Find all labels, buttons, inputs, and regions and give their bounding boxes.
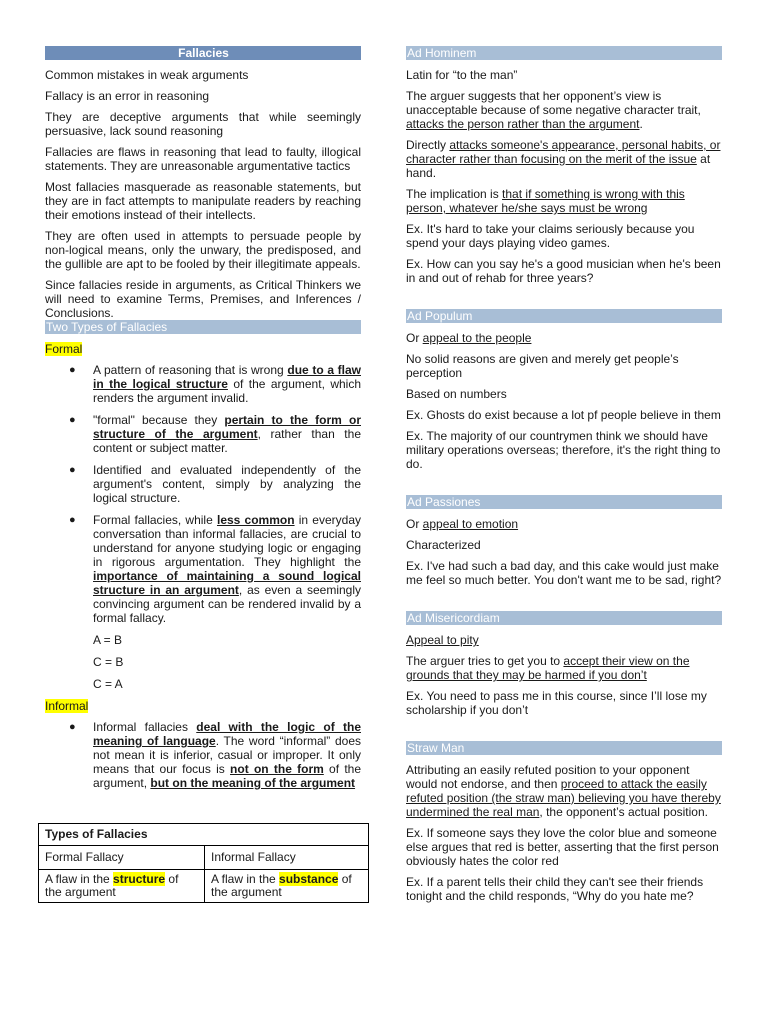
informal-bullet-list (45, 720, 361, 790)
paragraph: The arguer suggests that her opponent’s view is unacceptable because of some negative character trait, attacks the person rather than the argument. (406, 89, 701, 131)
paragraph: Attributing an easily refuted position to your opponent would not endorse, and then proceed to attack the easily refuted position (the straw man) believing you have thereby undermined the real man, the opponent’s actual position. (406, 763, 721, 819)
paragraph: The implication is that if something is wrong with this person, whatever he/she says must be wrong (406, 187, 685, 215)
example: Ex. I've had such a bad day, and this cake would just make me feel so much better. You don't want me to be sad, right? (406, 559, 722, 587)
paragraph: No solid reasons are given and merely get people’s perception (406, 352, 679, 380)
ad-passiones-section-bar: Ad Passiones (406, 495, 722, 509)
list-item: ● Identified and evaluated independently of the argument's content, simply by analyzing the logical structure. (69, 463, 361, 505)
straw-man-section-bar: Straw Man (406, 741, 722, 755)
example: Ex. You need to pass me in this course, since I’ll lose my scholarship if you don’t (406, 689, 707, 717)
bullet-icon: ● (69, 721, 76, 733)
bullet-icon: ● (69, 514, 76, 526)
paragraph: Latin for “to the man” (406, 68, 518, 82)
list-item: ● A pattern of reasoning that is wrong due to a flaw in the logical structure of the argument, which renders the argument invalid. (69, 363, 361, 405)
paragraph: Directly attacks someone's appearance, personal habits, or character rather than focusing on the merit of the issue at hand. (406, 138, 721, 180)
bullet-icon: ● (69, 414, 76, 426)
example: Ex. It's hard to take your claims seriously because you spend your days playing video games. (406, 222, 695, 250)
paragraph: Since fallacies reside in arguments, as Critical Thinkers we will need to examine Terms, Premises, and Inferences / Conclusions. (45, 278, 361, 320)
equation-line: C = A (93, 677, 123, 691)
types-of-fallacies-table (38, 823, 369, 903)
table-cell: A flaw in the structure of the argument (39, 870, 205, 903)
example: Ex. If someone says they love the color blue and someone else argues that red is better, asserting that the first person obviously hates the color red (406, 826, 719, 868)
formal-bullet-list (45, 363, 361, 625)
table-cell: Informal Fallacy (205, 846, 369, 870)
ad-hominem-section-bar: Ad Hominem (406, 46, 722, 60)
left-column (45, 46, 361, 798)
paragraph: Fallacy is an error in reasoning (45, 89, 210, 103)
paragraph: The arguer tries to get you to accept their view on the grounds that they may be harmed if you don’t (406, 654, 690, 682)
right-column (406, 46, 722, 910)
equation-line: A = B (93, 633, 123, 647)
list-item: ● Informal fallacies deal with the logic of the meaning of language. The word “informal” does not mean it is inferior, casual or improper. It only means that our focus is not on the form of the argument, but on the meaning of the argument (69, 720, 362, 790)
paragraph: Or appeal to the people (406, 331, 532, 345)
example: Ex. If a parent tells their child they can't see their friends tonight and the child responds, “Why do you hate me? (406, 875, 704, 903)
example: Ex. How can you say he's a good musician when he's been in and out of rehab for three years? (406, 257, 721, 285)
paragraph: Common mistakes in weak arguments (45, 68, 249, 82)
table-cell: Formal Fallacy (39, 846, 205, 870)
paragraph: Appeal to pity (406, 633, 479, 647)
list-item: ● Formal fallacies, while less common in everyday conversation than informal fallacies, are crucial to understand for anyone studying logic or engaging in rigorous argumentation. They highlight the importance of maintaining a sound logical structure in an argument, as even a seemingly convincing argument can be rendered invalid by a formal fallacy. (69, 513, 362, 625)
informal-label: Informal (45, 699, 89, 713)
formal-label: Formal (45, 342, 83, 356)
equation-line: C = B (93, 655, 124, 669)
fallacies-title-bar: Fallacies (45, 46, 361, 60)
ad-populum-section-bar: Ad Populum (406, 309, 722, 323)
bullet-icon: ● (69, 464, 76, 476)
paragraph: Based on numbers (406, 387, 507, 401)
table-cell: A flaw in the substance of the argument (205, 870, 369, 903)
paragraph: Most fallacies masquerade as reasonable statements, but they are in fact attempts to manipulate readers by reaching their emotions instead of their intellects. (45, 180, 361, 222)
paragraph: Fallacies are flaws in reasoning that lead to faulty, illogical statements. They are unreasonable argumentative tactics (45, 145, 361, 173)
paragraph: They are deceptive arguments that while seemingly persuasive, lack sound reasoning (45, 110, 361, 138)
bullet-icon: ● (69, 364, 76, 376)
table-header: Types of Fallacies (39, 824, 369, 846)
paragraph: Or appeal to emotion (406, 517, 519, 531)
example: Ex. The majority of our countrymen think we should have military operations overseas; therefore, it's the right thing to do. (406, 429, 721, 471)
paragraph: They are often used in attempts to persuade people by non-logical means, only the unwary, the predisposed, and the gullible are apt to be fooled by their illegitimate appeals. (45, 229, 361, 271)
two-types-section-bar: Two Types of Fallacies (45, 320, 361, 334)
paragraph: Characterized (406, 538, 481, 552)
ad-misericordiam-section-bar: Ad Misericordiam (406, 611, 722, 625)
example: Ex. Ghosts do exist because a lot pf people believe in them (406, 408, 721, 422)
list-item: ● "formal" because they pertain to the form or structure of the argument, rather than the content or subject matter. (69, 413, 361, 455)
